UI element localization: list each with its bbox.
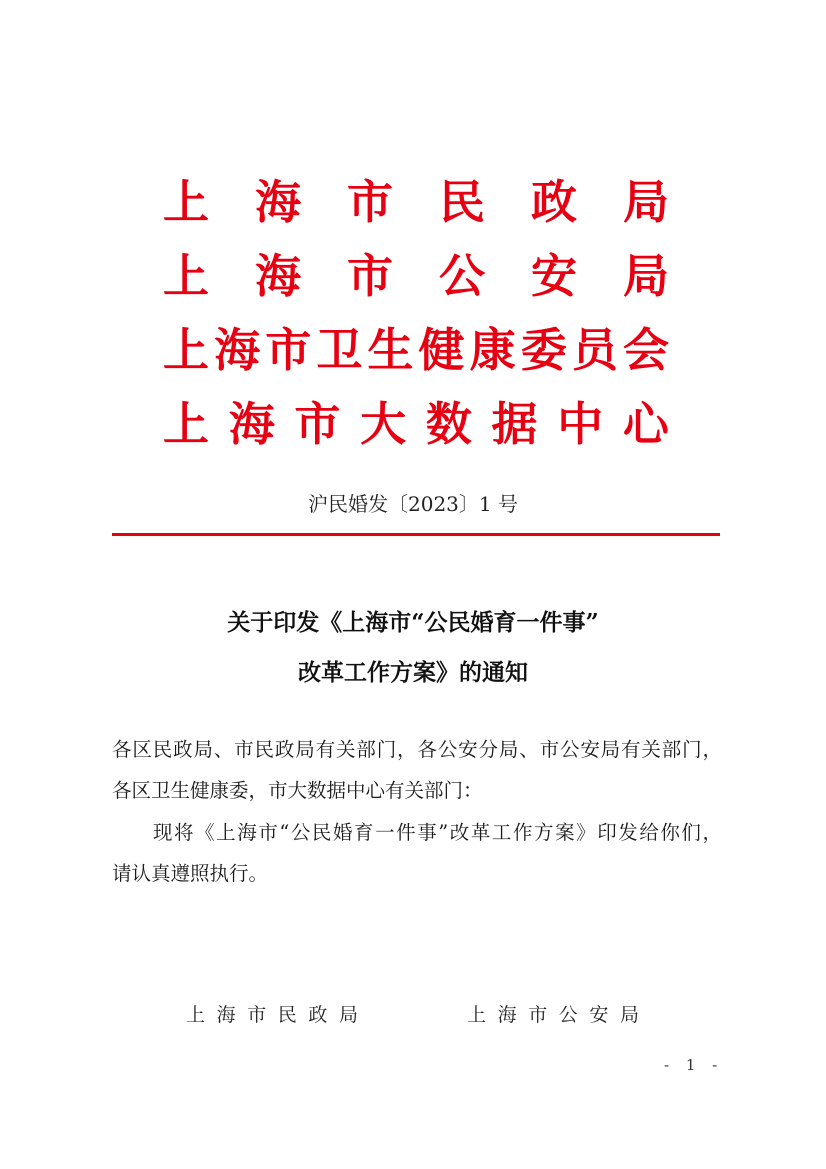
signature-char: 安 [589,1004,609,1026]
notice-title-line-1: 关于印发《上海市“公民婚育一件事” [227,609,599,636]
signature-char: 公 [558,1004,578,1026]
issuer-char: 公 [439,249,485,303]
issuer-char: 生 [367,323,414,377]
issuer-char: 健 [418,323,465,377]
issuer-char: 民 [439,175,485,229]
issuer-char: 中 [557,397,604,451]
issuer-line-big-data-center [163,394,669,454]
page-number: - 1 - [664,1056,724,1074]
body-paragraph-line-2: 请认真遵照执行。 [112,862,269,885]
addressee-line-2: 各区卫生健康委，市大数据中心有关部门： [112,779,483,802]
signature-public-security-bureau [467,1002,639,1028]
issuer-char: 海 [255,175,301,229]
issuer-char: 海 [214,323,261,377]
issuer-char: 康 [469,323,516,377]
addressee-line-1: 各区民政局、市民政局有关部门，各公安分局、市公安局有关部门， [112,738,722,761]
issuer-char: 委 [520,323,567,377]
issuer-char: 市 [347,249,393,303]
signature-civil-affairs-bureau [186,1002,358,1028]
body-paragraph-line-1: 现将《上海市“公民婚育一件事”改革工作方案》印发给你们， [153,821,722,844]
issuer-char: 市 [347,175,393,229]
issuer-char: 局 [623,249,669,303]
signature-char: 局 [619,1004,639,1026]
issuer-char: 心 [622,397,669,451]
issuer-char: 上 [163,249,209,303]
issuer-char: 安 [531,249,577,303]
issuer-char: 政 [531,175,577,229]
issuer-char: 市 [265,323,312,377]
signature-char: 局 [338,1004,358,1026]
document-number: 沪民婚发〔2023〕1 号 [308,492,518,516]
signature-char: 民 [277,1004,297,1026]
issuer-char: 海 [255,249,301,303]
issuer-char: 据 [491,397,538,451]
issuer-line-health-commission [163,320,669,380]
signature-char: 上 [467,1004,487,1026]
red-separator-rule [112,533,720,536]
issuer-char: 大 [360,397,407,451]
issuer-line-civil-affairs [163,172,669,232]
signature-char: 市 [247,1004,267,1026]
issuer-char: 上 [163,175,209,229]
issuer-char: 上 [163,323,209,377]
issuer-char: 局 [623,175,669,229]
signature-char: 海 [216,1004,236,1026]
issuer-char: 上 [163,397,209,451]
issuer-line-public-security [163,246,669,306]
issuer-char: 会 [622,323,669,377]
issuer-char: 数 [425,397,472,451]
issuer-char: 市 [294,397,341,451]
signature-char: 政 [308,1004,328,1026]
issuer-char: 卫 [316,323,363,377]
issuer-char: 海 [228,397,275,451]
signature-char: 上 [186,1004,206,1026]
signature-char: 市 [528,1004,548,1026]
signature-char: 海 [497,1004,517,1026]
notice-title-line-2: 改革工作方案》的通知 [298,659,528,686]
issuer-char: 员 [571,323,618,377]
